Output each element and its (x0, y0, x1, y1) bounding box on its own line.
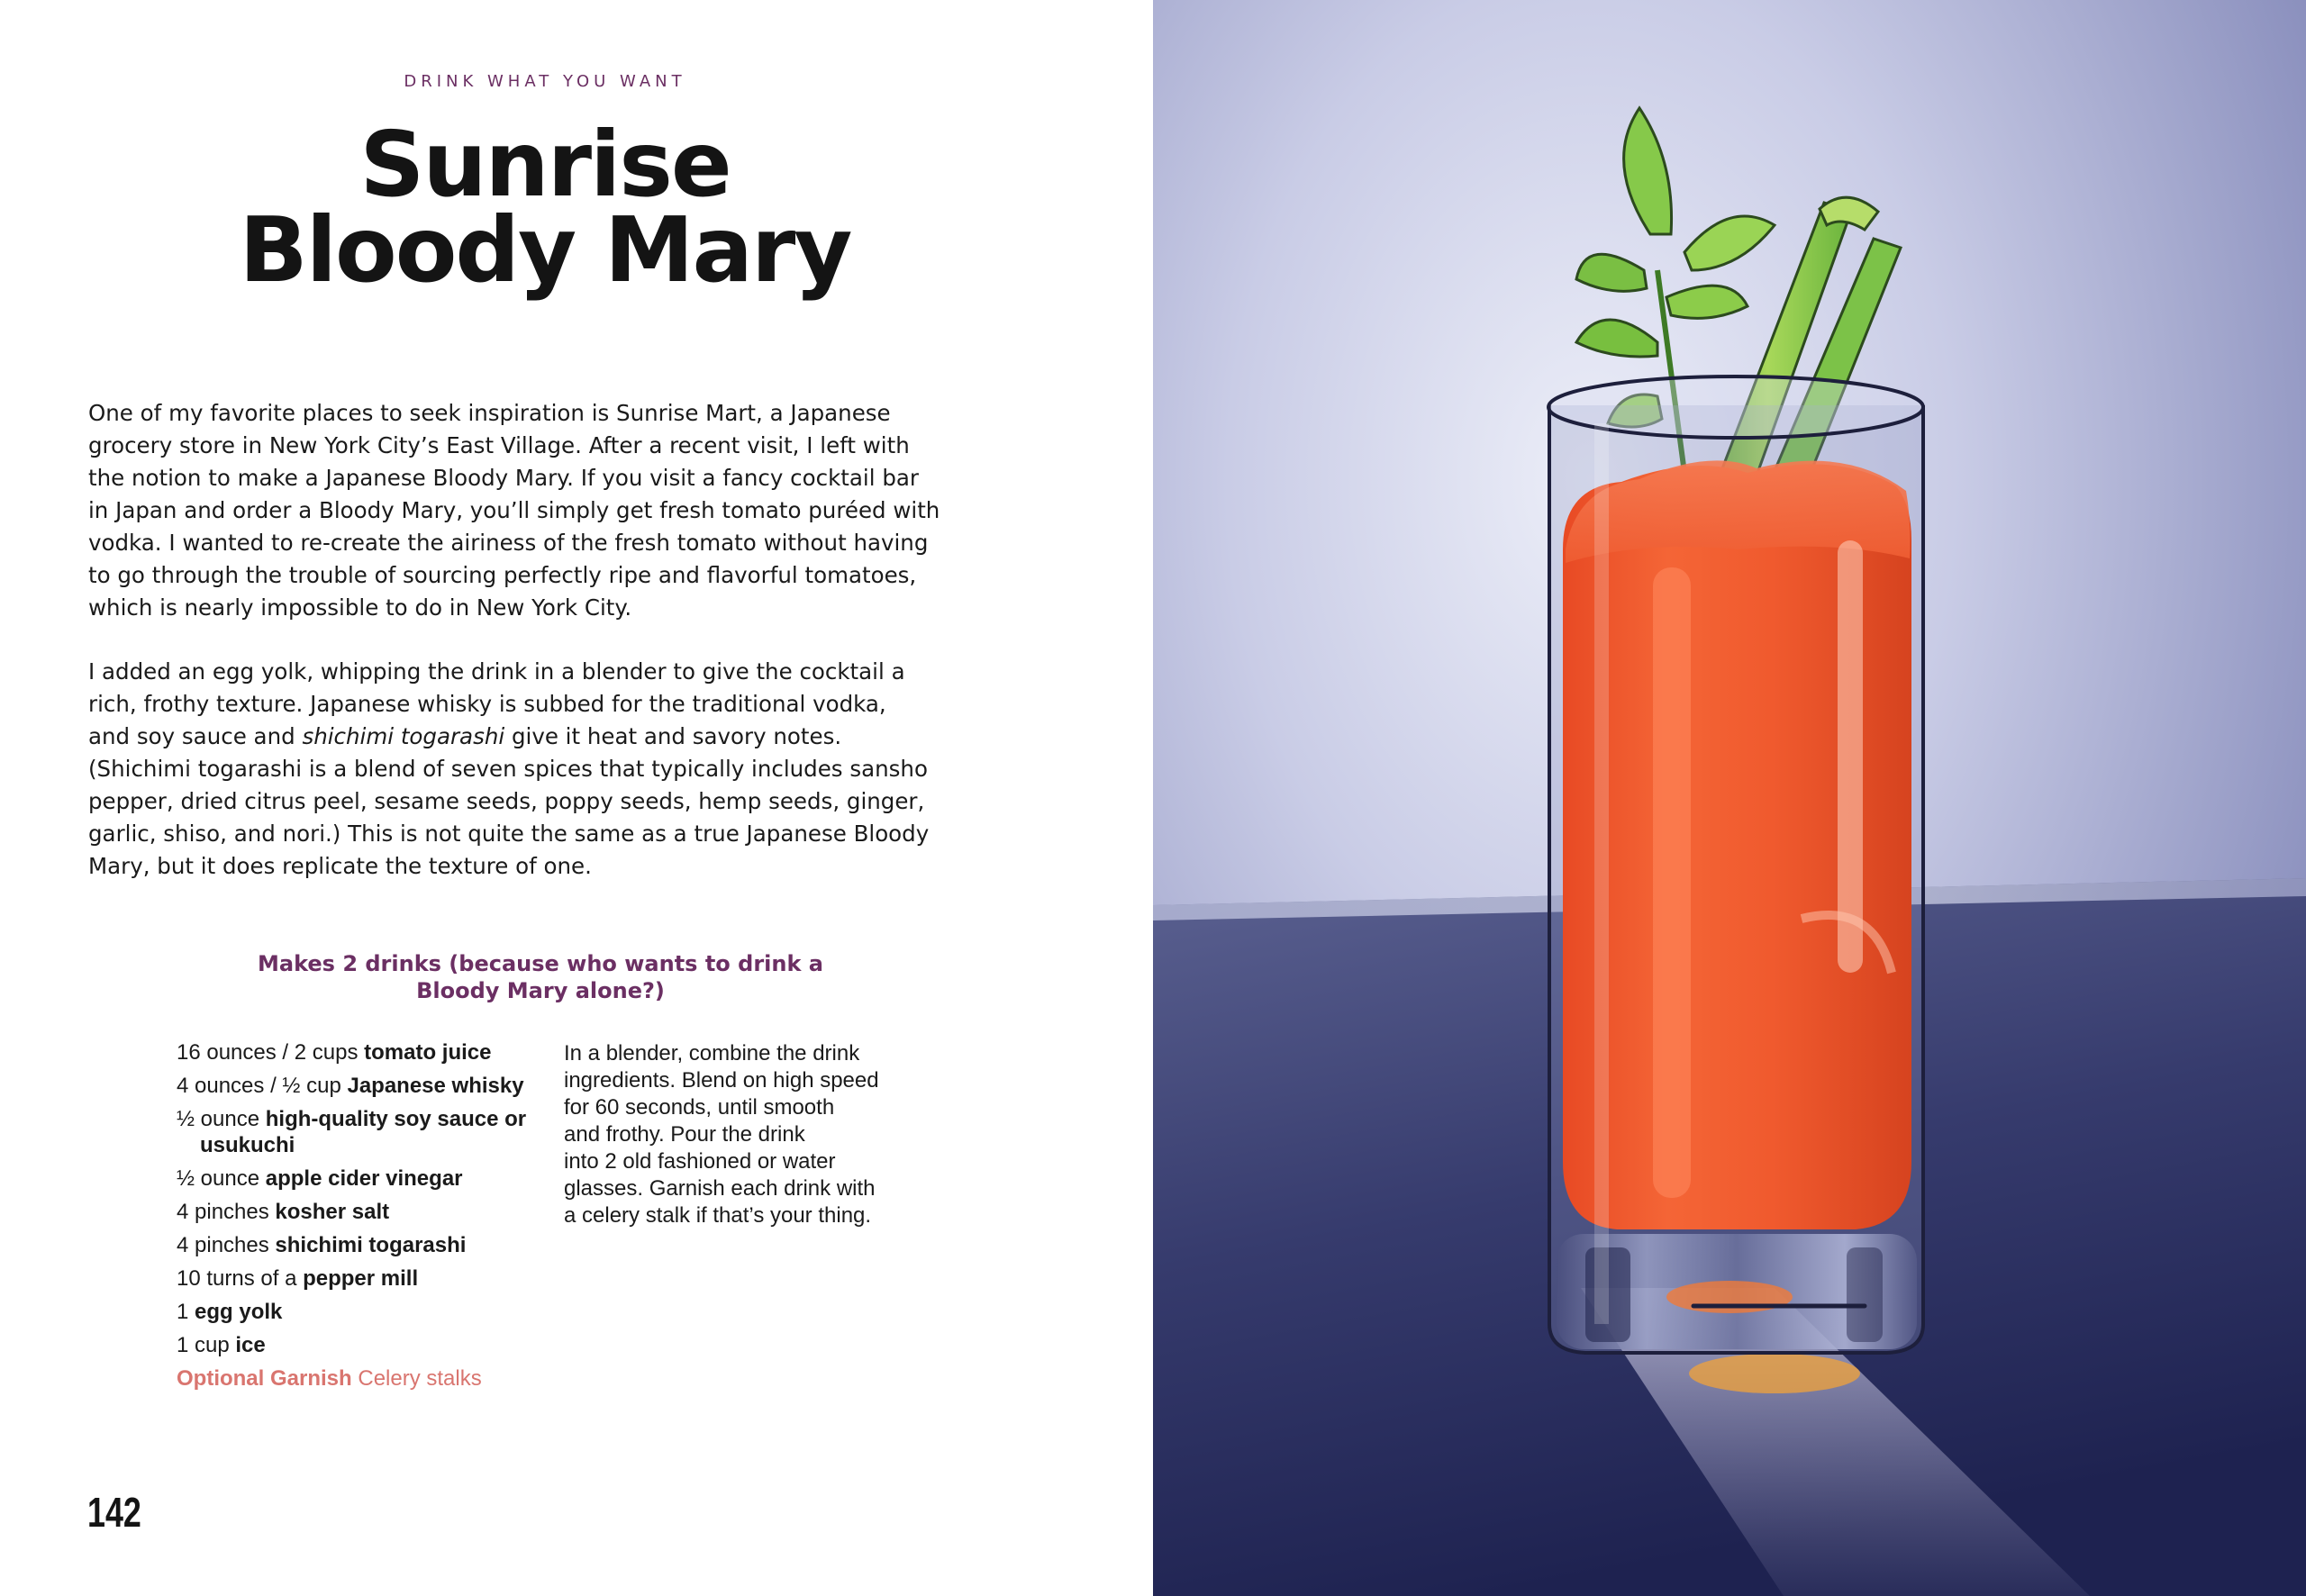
method-line: glasses. Garnish each drink with (564, 1176, 876, 1201)
text-line: to go through the trouble of sourcing perfectly ripe and flavorful tomatoes, (88, 562, 917, 588)
ingredient-name: ice (235, 1333, 266, 1357)
ingredient-item (177, 1039, 555, 1066)
ingredient-item (177, 1073, 555, 1099)
method-line: a celery stalk if that’s your thing. (564, 1203, 872, 1228)
ingredient-item (177, 1199, 555, 1225)
method-line: ingredients. Blend on high speed (564, 1068, 879, 1093)
yield-line: Makes 2 drinks (because who wants to drink a (258, 951, 823, 976)
ingredient-amount: 4 pinches (177, 1200, 276, 1224)
ingredient-item (177, 1232, 555, 1258)
text-line: in Japan and order a Bloody Mary, you’ll simply get fresh tomato puréed with (88, 497, 940, 523)
method-line: for 60 seconds, until smooth (564, 1095, 835, 1120)
text-line: grocery store in New York City’s East Village. After a recent visit, I left with (88, 432, 910, 458)
page-number: 142 (87, 1489, 141, 1536)
title-line: Bloody Mary (239, 197, 851, 303)
text-line: (Shichimi togarashi is a blend of seven spices that typically includes sansho (88, 756, 928, 782)
illustration-page (1153, 0, 2306, 1596)
ingredient-item (177, 1265, 555, 1292)
text-line: rich, frothy texture. Japanese whisky is subbed for the traditional vodka, (88, 691, 886, 717)
intro-paragraph-2 (88, 656, 1016, 883)
method-line: In a blender, combine the drink (564, 1041, 860, 1066)
text-line: which is nearly impossible to do in New York City. (88, 594, 632, 621)
method-text (564, 1040, 942, 1229)
ingredient-item (177, 1332, 555, 1358)
ingredient-amount: ½ ounce (177, 1107, 266, 1131)
ingredient-name: high-quality soy sauce or usukuchi (200, 1107, 527, 1157)
optional-garnish (177, 1365, 555, 1392)
italic-term: shichimi togarashi (302, 723, 505, 749)
ingredient-name: pepper mill (303, 1266, 419, 1291)
ingredients-list (177, 1039, 555, 1399)
method-line: into 2 old fashioned or water (564, 1149, 836, 1174)
ingredient-item (177, 1106, 555, 1158)
ingredient-amount: 1 cup (177, 1333, 236, 1357)
garnish-label: Optional Garnish (177, 1366, 359, 1391)
ingredient-name: Japanese whisky (347, 1074, 524, 1098)
title-line: Sunrise (359, 112, 731, 217)
ingredient-amount: 10 turns of a (177, 1266, 304, 1291)
highball-glass (1548, 376, 1923, 1353)
text-line: vodka. I wanted to re-create the airiness of the fresh tomato without having (88, 530, 929, 556)
yield-line: Bloody Mary alone?) (416, 978, 665, 1003)
ingredient-name: apple cider vinegar (265, 1166, 463, 1191)
ingredient-item (177, 1165, 555, 1192)
text-line: Mary, but it does replicate the texture of one. (88, 853, 592, 879)
ingredient-name: kosher salt (275, 1200, 390, 1224)
text-line: I added an egg yolk, whipping the drink in a blender to give the cocktail a (88, 658, 905, 685)
text-line: One of my favorite places to seek inspiration is Sunrise Mart, a Japanese (88, 400, 891, 426)
ingredient-amount: 16 ounces / 2 cups (177, 1040, 365, 1065)
ingredient-name: tomato juice (364, 1040, 492, 1065)
light-reflection (1689, 1354, 1860, 1393)
recipe-yield (135, 950, 946, 1004)
ingredient-amount: 4 pinches (177, 1233, 276, 1257)
text-line: and soy sauce and shichimi togarashi give it heat and savory notes. (88, 723, 842, 749)
ingredient-item (177, 1299, 555, 1325)
ingredient-amount: 1 (177, 1300, 195, 1324)
text-line: the notion to make a Japanese Bloody Mary. If you visit a fancy cocktail bar (88, 465, 919, 491)
text-line: pepper, dried citrus peel, sesame seeds, poppy seeds, hemp seeds, ginger, (88, 788, 925, 814)
ingredient-name: egg yolk (195, 1300, 283, 1324)
ingredient-amount: 4 ounces / ½ cup (177, 1074, 348, 1098)
intro-paragraph-1 (88, 397, 1016, 624)
method-line: and frothy. Pour the drink (564, 1122, 805, 1147)
running-head: DRINK WHAT YOU WANT (404, 72, 686, 91)
bloody-mary-illustration (1153, 0, 2306, 1596)
recipe-title (0, 112, 1090, 303)
ingredient-name: shichimi togarashi (275, 1233, 467, 1257)
garnish-value: Celery stalks (358, 1366, 482, 1391)
ingredient-amount: ½ ounce (177, 1166, 266, 1191)
text-line: garlic, shiso, and nori.) This is not quite the same as a true Japanese Bloody (88, 821, 930, 847)
